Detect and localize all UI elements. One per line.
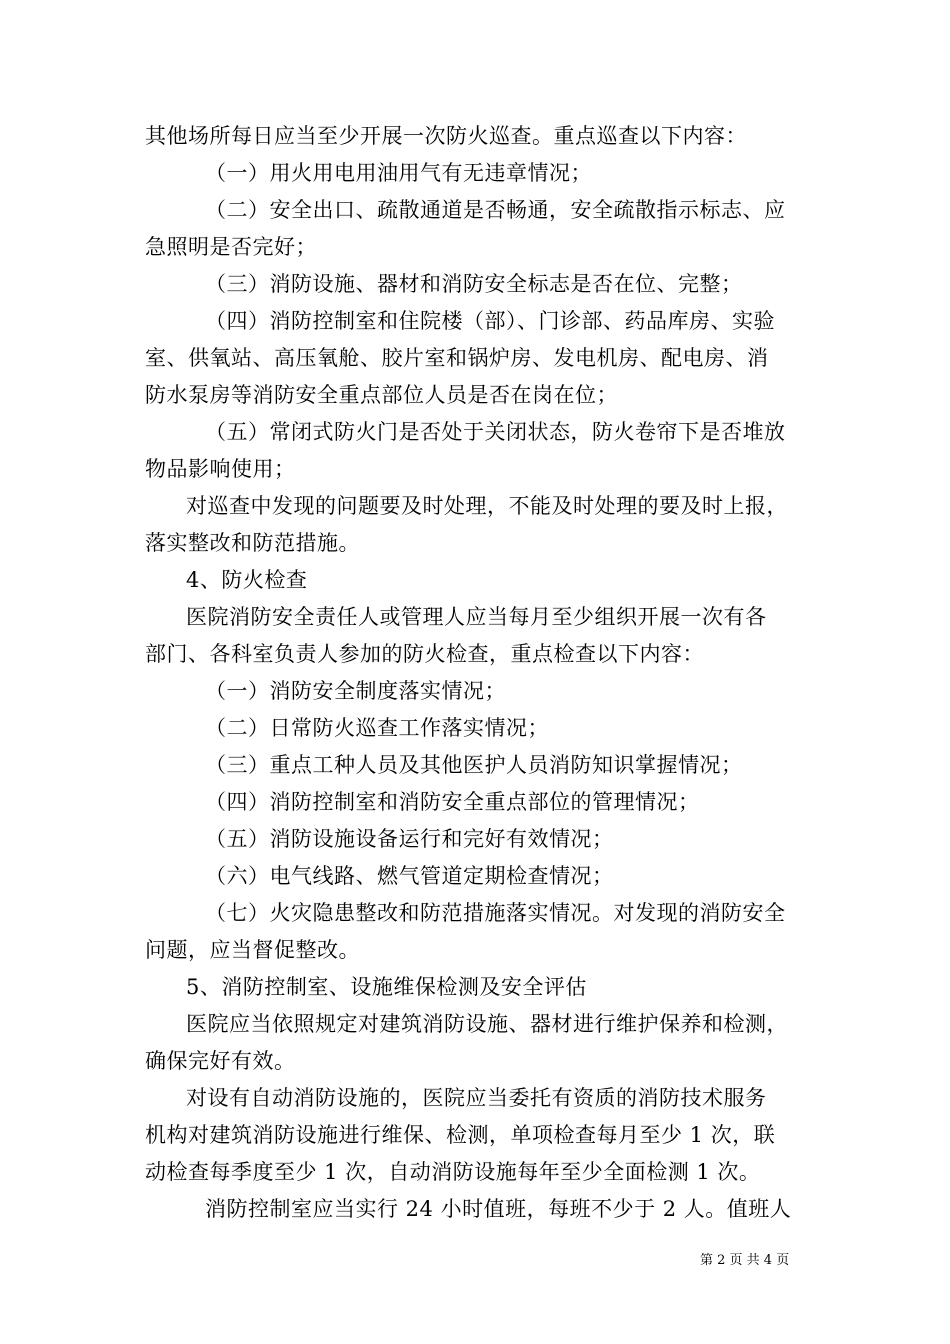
text-line: 落实整改和防范措施。 — [145, 531, 360, 555]
text-line: 急照明是否完好； — [145, 235, 317, 259]
text-line: （七）火灾隐患整改和防范措施落实情况。对发现的消防安全 — [205, 901, 786, 925]
text-line: 机构对建筑消防设施进行维保、检测，单项检查每月至少 1 次，联 — [145, 1123, 776, 1147]
text-line: 部门、各科室负责人参加的防火检查，重点检查以下内容： — [145, 642, 704, 666]
text-line: 对设有自动消防设施的，医院应当委托有资质的消防技术服务 — [186, 1086, 767, 1110]
text-line: 其他场所每日应当至少开展一次防火巡查。重点巡查以下内容： — [145, 124, 747, 148]
section-heading: 4、防火检查 — [186, 568, 308, 592]
text-line: （二）安全出口、疏散通道是否畅通，安全疏散指示标志、应 — [205, 198, 786, 222]
text-line: 物品影响使用； — [145, 457, 296, 481]
text-line: （二）日常防火巡查工作落实情况； — [205, 716, 549, 740]
text-line: （五）消防设施设备运行和完好有效情况； — [205, 827, 614, 851]
text-line: 医院应当依照规定对建筑消防设施、器材进行维护保养和检测， — [186, 1012, 788, 1036]
text-line: 确保完好有效。 — [145, 1049, 296, 1073]
text-line: 问题，应当督促整改。 — [145, 938, 360, 962]
text-line: （三）重点工种人员及其他医护人员消防知识掌握情况； — [205, 753, 743, 777]
text-line: （五）常闭式防火门是否处于关闭状态，防火卷帘下是否堆放 — [205, 420, 786, 444]
text-line: （四）消防控制室和消防安全重点部位的管理情况； — [205, 790, 700, 814]
text-line: 室、供氧站、高压氧舱、胶片室和锅炉房、发电机房、配电房、消 — [145, 346, 769, 370]
text-line: 医院消防安全责任人或管理人应当每月至少组织开展一次有各 — [186, 605, 767, 629]
text-line: （六）电气线路、燃气管道定期检查情况； — [205, 864, 614, 888]
text-line: （三）消防设施、器材和消防安全标志是否在位、完整； — [205, 272, 743, 296]
text-line: 动检查每季度至少 1 次，自动消防设施每年至少全面检测 1 次。 — [145, 1160, 761, 1184]
text-line: 防水泵房等消防安全重点部位人员是否在岗在位； — [145, 383, 618, 407]
text-line: （四）消防控制室和住院楼（部）、门诊部、药品库房、实验 — [205, 309, 775, 333]
text-line: （一）消防安全制度落实情况； — [205, 679, 506, 703]
text-line: （一）用火用电用油用气有无违章情况； — [205, 161, 592, 185]
page-number: 第 2 页 共 4 页 — [700, 1253, 790, 1268]
section-heading: 5、消防控制室、设施维保检测及安全评估 — [186, 975, 587, 999]
text-line: 对巡查中发现的问题要及时处理，不能及时处理的要及时上报， — [186, 494, 788, 518]
text-line: 消防控制室应当实行 24 小时值班，每班不少于 2 人。值班人 — [205, 1197, 792, 1221]
